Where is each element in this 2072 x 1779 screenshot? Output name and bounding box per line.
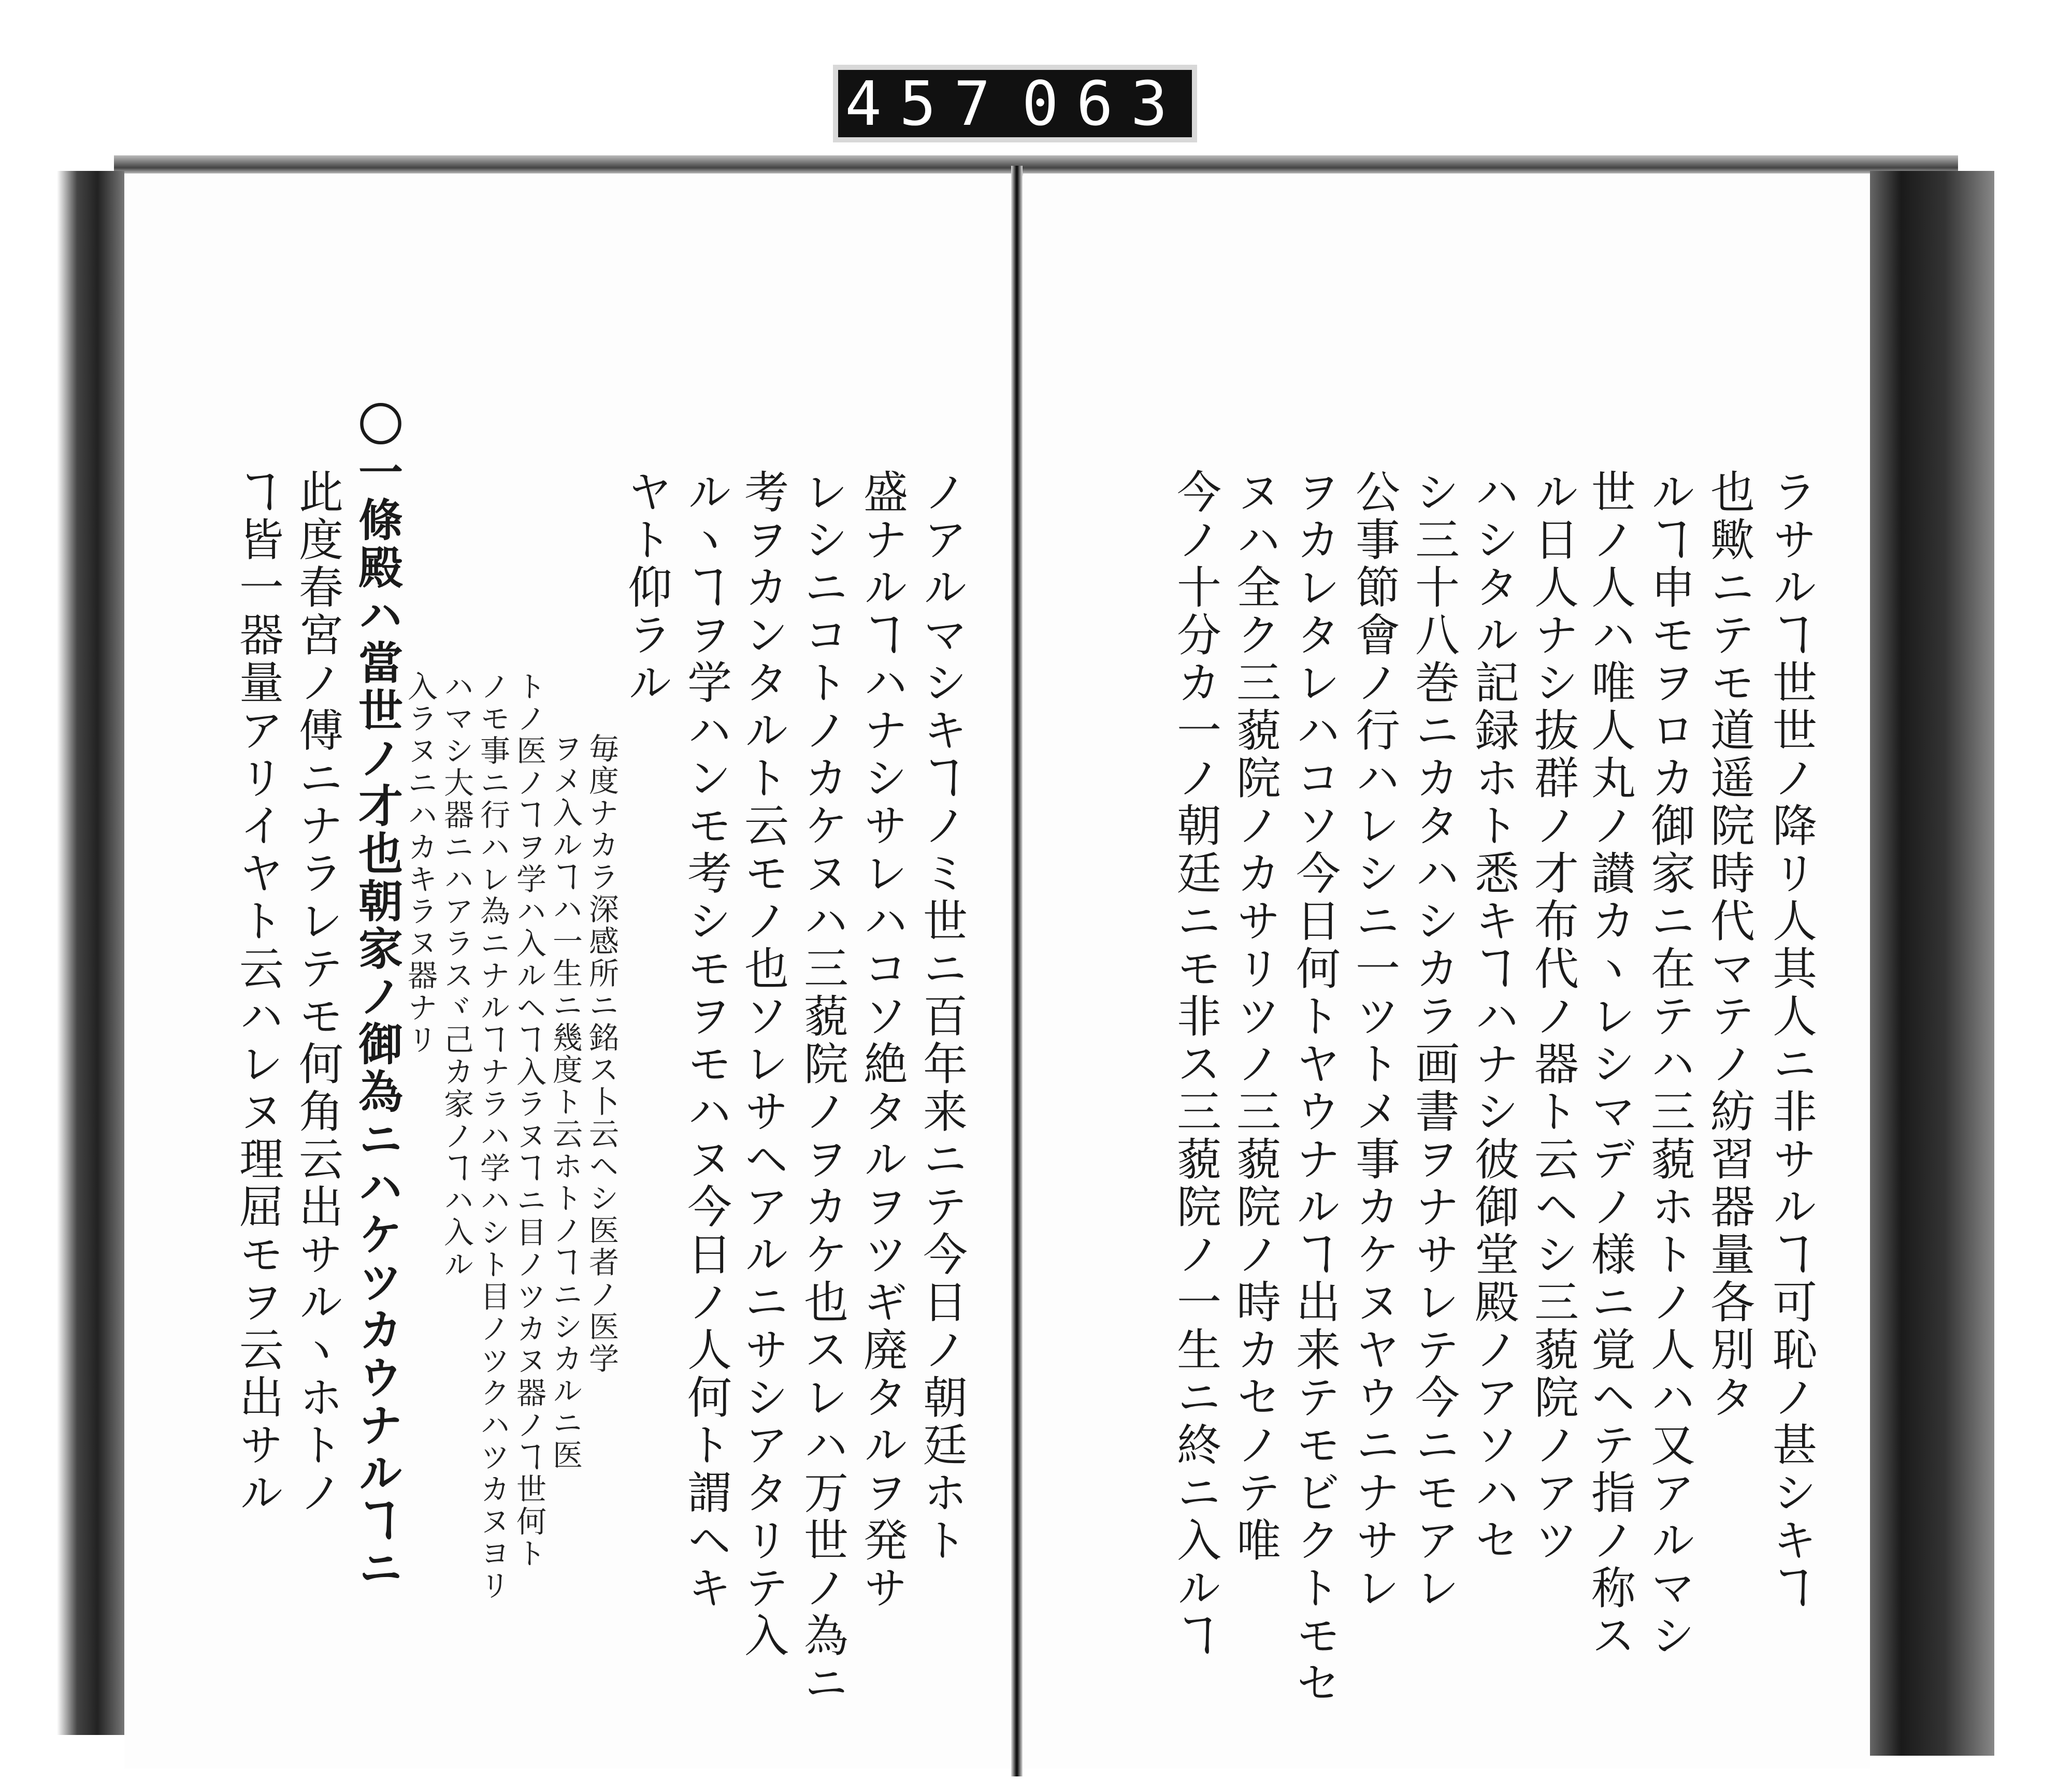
book-gutter <box>1011 166 1023 1776</box>
right-page <box>1023 173 1870 1769</box>
left-page-column: レシニコトノカケヌハ三藐院ノヲカケ也スレハ万世ノ為ニ <box>796 469 848 1708</box>
right-page-column: 世ノ人ハ唯人丸ノ讃カヽレシマデノ様ニ覚ヘテ指ノ称ス <box>1584 469 1635 1660</box>
right-page-column: ルヿ申モヲロカ御家ニ在テハ三藐ホトノ人ハ又アルマシ <box>1643 469 1695 1660</box>
left-page-column: ヤト仰ラル <box>620 469 672 707</box>
right-page-column: シ三十八巻ニカタハシカラ画書ヲナサレテ今ニモアレ <box>1407 469 1459 1612</box>
left-page-column: ノアルマシキヿノミ世ニ百年来ニテ今日ノ朝廷ホト <box>915 469 967 1565</box>
left-page-note-column: ハマシ大器ニハアラスヾ己カ家ノヿハ入ル <box>439 671 474 1281</box>
right-page-column: ラサルヿ世世ノ降リ人其人ニ非サルヿ可恥ノ甚シキヿ <box>1765 469 1817 1612</box>
right-page-column: ル日人ナシ抜群ノ才布代ノ器ト云ヘシ三藐院ノアツ <box>1527 469 1578 1565</box>
left-page-column: 盛ナルヿハナシサレハコソ絶タルヲツギ廃タルヲ発サ <box>856 469 908 1612</box>
right-page-column: 今ノ十分カ一ノ朝廷ニモ非ス三藐院ノ一生ニ終ニ入ルヿ <box>1169 469 1221 1660</box>
right-page-column: ハシタル記録ホト悉キヿハナシ彼御堂殿ノアソハセ <box>1467 469 1519 1565</box>
left-page-column: 此度春宮ノ傅ニナラレテモ何角云出サルヽホトノ <box>291 469 343 1517</box>
left-page-note-column: 毎度ナカラ深感所ニ銘ス卜云ヘシ医者ノ医学 <box>584 733 619 1375</box>
left-page-note-column: ヲメ入ルヿハ一生ニ幾度ト云ホトノヿニシカルニ医 <box>548 733 583 1471</box>
left-page <box>124 173 1015 1769</box>
archive-label-right: 063 <box>1021 68 1185 139</box>
left-page-note-column: トノ医ノヿヲ学ハ入ルヘヿ入ラヌヿニ目ノツカヌ器ノヿ世何ト <box>511 671 546 1570</box>
left-page-column: 考ヲカンタルト云モノ也ソレサヘアルニサシアタリテ入 <box>737 469 788 1660</box>
right-page-column: ヲカレタレハコソ今日何トヤウナルヿ出来テモビクトモセ <box>1288 469 1340 1708</box>
right-page-column: 公事節會ノ行ハレシニ一ツトメ事カケヌヤウニナサレ <box>1348 469 1400 1612</box>
book-top-edge <box>114 155 1958 176</box>
right-page-column: ヌハ全ク三藐院ノカサリツノ三藐院ノ時カセノテ唯 <box>1229 469 1280 1565</box>
right-page-column: 也歟ニテモ道遥院時代マテノ紡習器量各別タ <box>1703 469 1754 1422</box>
archive-label-left: 457 <box>845 68 1009 139</box>
left-page-column: ヿ皆一器量アリイヤト云ハレヌ理屈モヲ云出サル <box>232 469 283 1517</box>
left-page-column: 〇一條殿ハ當世ノ才也朝家ノ御為ニハケツカウナルヿニ <box>351 401 403 1593</box>
book-cover-right <box>1870 171 1994 1756</box>
open-book <box>57 155 1994 1779</box>
left-page-note-column: ノモ事ニ行ハレ為ニナルヿナラハ学ハシト目ノツクハツカヌヨリ <box>475 671 510 1602</box>
left-page-note-column: 入ラヌニハカキラヌ器ナリ <box>402 671 438 1056</box>
archive-label <box>833 65 1197 142</box>
book-cover-left <box>57 171 124 1735</box>
left-page-column: ルヽヿヲ学ハンモ考シモヲモハヌ今日ノ人何ト謂ヘキ <box>680 469 731 1612</box>
